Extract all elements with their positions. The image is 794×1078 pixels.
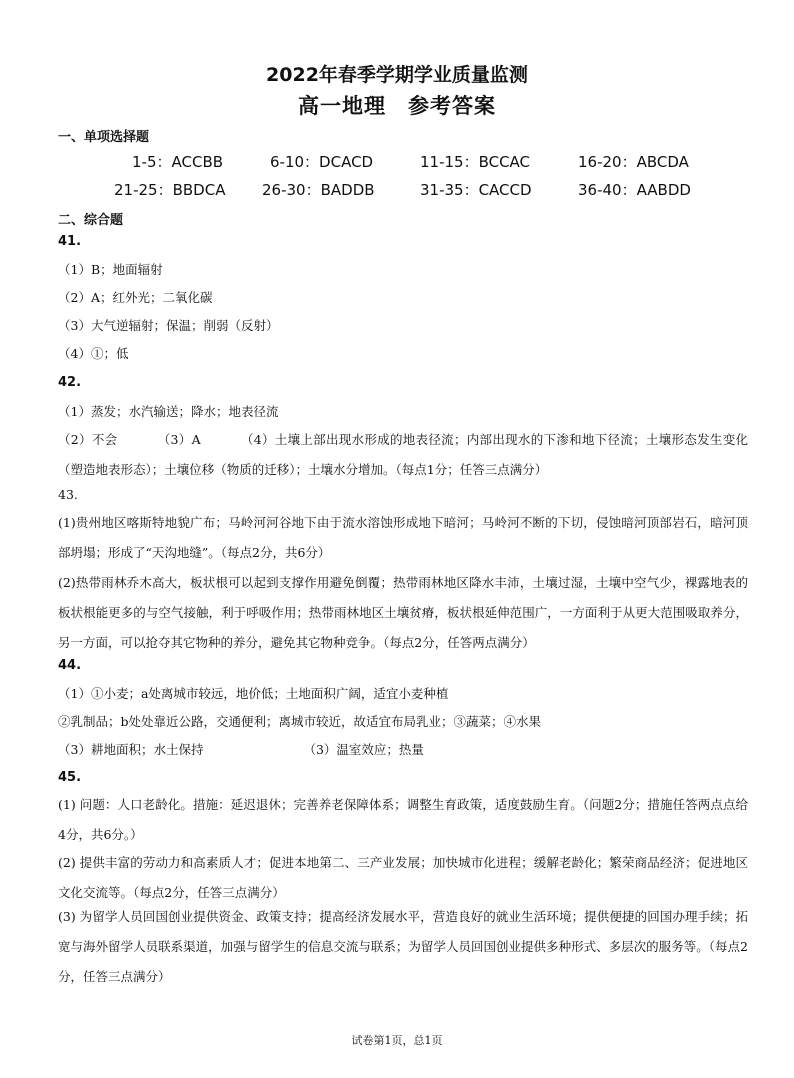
answer-group: 31-35：CACCD	[420, 181, 532, 199]
q42-part3: （3）A	[157, 432, 201, 447]
q42-part2: （2）不会	[58, 432, 118, 447]
answer-group: 1-5：ACCBB	[132, 153, 224, 171]
question-number-43: 43.	[58, 487, 78, 502]
q44-line3-part-a: （3）耕地面积；水土保持	[58, 742, 204, 757]
q43-paragraph-1: (1)贵州地区喀斯特地貌广布；马岭河河谷地下由于流水溶蚀形成地下暗河；马岭河不断的下切，侵蚀暗河顶部岩石，暗河顶部坍塌；形成了“天沟地缝”。（每点2分，共6分）	[58, 515, 748, 560]
answer-group: 6-10：DCACD	[270, 153, 374, 171]
q41-line: （4）①；低	[58, 346, 129, 361]
page-footer: 试卷第1页，总1页	[351, 1034, 443, 1047]
answer-group: 16-20：ABCDA	[578, 153, 689, 171]
question-number-44: 44.	[58, 658, 82, 673]
question-number-42: 42.	[58, 375, 82, 390]
q45-paragraph-1: (1) 问题：人口老龄化。措施：延迟退休；完善养老保障体系；调整生育政策，适度鼓励生育。（问题2分；措施任答两点点给4分，共6分。）	[58, 797, 748, 842]
question-number-45: 45.	[58, 770, 82, 785]
answer-group: 36-40：AABDD	[578, 181, 691, 199]
q43-paragraph-2: (2)热带雨林乔木高大，板状根可以起到支撑作用避免倒覆；热带雨林地区降水丰沛，土壤过湿，土壤中空气少，裸露地表的板状根能更多的与空气接触，利于呼吸作用；热带雨林地区土壤贫瘠，板状根延伸范围广，一方面利于从更大范围吸取养分，另一方面，可以抢夺其它物种的养分，避免其它物种竞争。（每点2分，任答两点满分）	[58, 575, 748, 650]
q44-line3-part-b: （3）温室效应；热量	[303, 742, 424, 757]
q41-line: （1）B；地面辐射	[58, 262, 163, 277]
q44-line: ②乳制品；b处处靠近公路，交通便利；离城市较近，故适宜布局乳业；③蔬菜；④水果	[58, 714, 542, 729]
q45-paragraph-3: (3) 为留学人员回国创业提供资金、政策支持；提高经济发展水平，营造良好的就业生活环境；提供便捷的回国办理手续；拓宽与海外留学人员联系渠道，加强与留学生的信息交流与联系；为留学人员回国创业提供多种形式、多层次的服务等。（每点2分，任答三点满分）	[58, 909, 748, 984]
answer-group: 21-25：BBDCA	[114, 181, 226, 199]
exam-title: 2022年春季学期学业质量监测	[266, 64, 528, 86]
q41-line: （2）A；红外光；二氧化碳	[58, 290, 213, 305]
exam-subtitle: 高一地理 参考答案	[298, 94, 496, 118]
section-heading-comprehensive: 二、综合题	[58, 213, 124, 228]
q44-line	[58, 742, 748, 758]
q44-line: （1）①小麦；a处离城市较远，地价低；土地面积广阔，适宜小麦种植	[58, 686, 449, 701]
answer-group: 26-30：BADDB	[262, 181, 375, 199]
q42-part4: （4）土壤上部出现水形成的地表径流；内部出现水的下渗和地下径流；土壤形态发生变化（塑造地表形态）；土壤位移（物质的迁移）；土壤水分增加。（每点1分；任答三点满分）	[58, 432, 748, 477]
q42-paragraph	[58, 425, 748, 485]
section-heading-single-choice: 一、单项选择题	[58, 130, 150, 145]
q45-paragraph-2: (2) 提供丰富的劳动力和高素质人才；促进本地第二、三产业发展；加快城市化进程；缓解老龄化；繁荣商品经济；促进地区文化交流等。（每点2分，任答三点满分）	[58, 855, 748, 900]
q42-line: （1）蒸发；水汽输送；降水；地表径流	[58, 404, 279, 419]
question-number-41: 41.	[58, 234, 82, 249]
q41-line: （3）大气逆辐射；保温；削弱（反射）	[58, 318, 279, 333]
answer-group: 11-15：BCCAC	[420, 153, 531, 171]
